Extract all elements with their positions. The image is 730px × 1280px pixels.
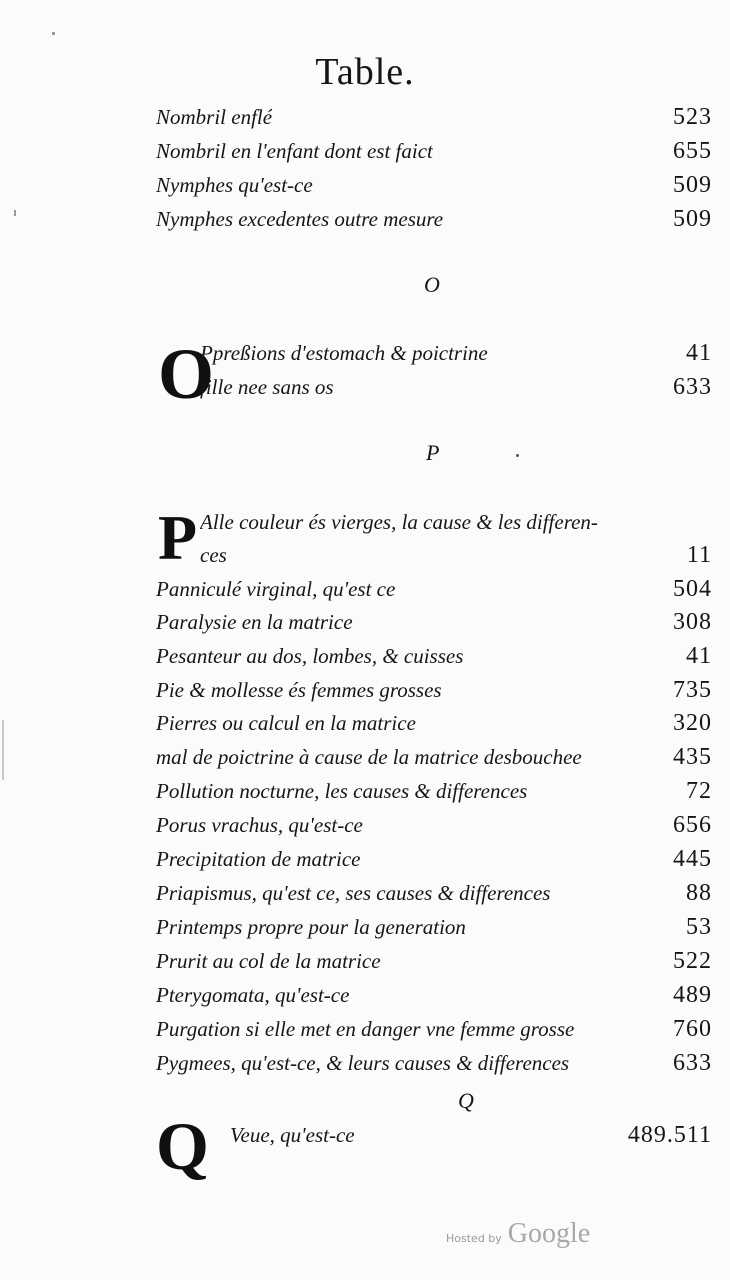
entry-page: 656	[673, 812, 712, 838]
index-entry	[200, 340, 712, 372]
section-heading-o: O	[424, 272, 440, 297]
entry-page: 633	[673, 374, 712, 400]
entry-term: mal de poictrine à cause de la matrice desbouchee	[156, 745, 582, 769]
entry-page: 509	[673, 206, 712, 232]
entry-page: 435	[673, 744, 712, 770]
page-edge-shadow	[2, 720, 4, 780]
entry-page: 320	[673, 710, 712, 736]
entry-term: Nombril en l'enfant dont est faict	[156, 139, 433, 163]
entry-term: Pygmees, qu'est-ce, & leurs causes & differences	[156, 1051, 570, 1075]
index-entry	[156, 576, 712, 608]
dropcap-o: O	[158, 334, 215, 414]
index-entry	[156, 778, 712, 810]
hosted-by-label: Hosted by	[446, 1232, 502, 1245]
entry-page: 633	[673, 1050, 712, 1076]
entry-page: 509	[673, 172, 712, 198]
section-heading-p: P	[426, 440, 440, 465]
section-heading-q: Q	[458, 1088, 474, 1113]
index-entry	[156, 914, 712, 946]
ink-speck	[52, 32, 55, 35]
entry-page: 523	[673, 104, 712, 130]
entry-term: Ppreßions d'estomach & poictrine	[200, 341, 488, 365]
entry-term: Pie & mollesse és femmes grosses	[156, 678, 442, 702]
entry-term: Alle couleur és vierges, la cause & les differen-	[200, 510, 598, 534]
entry-term: Pterygomata, qu'est-ce	[156, 983, 350, 1007]
index-entry	[156, 104, 712, 136]
index-entry	[156, 609, 712, 641]
dropcap-q: Q	[156, 1108, 209, 1184]
index-entry-lead	[200, 510, 712, 542]
entry-term: Printemps propre pour la generation	[156, 915, 466, 939]
index-entry	[156, 982, 712, 1014]
index-entry	[156, 138, 712, 170]
entry-term: fille nee sans os	[200, 375, 334, 399]
entry-term: Priapismus, qu'est ce, ses causes & differences	[156, 881, 551, 905]
page-title: Table.	[315, 51, 415, 93]
entry-page: 53	[686, 914, 712, 940]
index-entry	[156, 812, 712, 844]
entry-page: 504	[673, 576, 712, 602]
index-entry	[156, 880, 712, 912]
entry-term: Nombril enflé	[156, 105, 273, 129]
index-entry	[156, 744, 712, 776]
index-entry	[156, 1050, 712, 1082]
entry-term: Porus vrachus, qu'est-ce	[156, 813, 363, 837]
google-logo: Google	[507, 1218, 591, 1249]
entry-term: Panniculé virginal, qu'est ce	[156, 577, 396, 601]
entry-page: 655	[673, 138, 712, 164]
index-entry	[156, 206, 712, 238]
entry-term: ces	[200, 543, 227, 567]
entry-term: Nymphes excedentes outre mesure	[156, 207, 444, 231]
entry-page: 72	[686, 778, 712, 804]
entry-term: Prurit au col de la matrice	[156, 949, 381, 973]
index-entry	[156, 846, 712, 878]
index-entry	[156, 677, 712, 709]
index-entry	[200, 374, 712, 406]
entry-term: Paralysie en la matrice	[156, 610, 353, 634]
entry-term: Pesanteur au dos, lombes, & cuisses	[156, 644, 464, 668]
index-entry	[156, 1016, 712, 1048]
entry-term: Purgation si elle met en danger vne femme grosse	[156, 1017, 575, 1041]
entry-term: Pollution nocturne, les causes & differences	[156, 779, 528, 803]
entry-term: Veue, qu'est-ce	[230, 1123, 355, 1147]
entry-term: Nymphes qu'est-ce	[156, 173, 313, 197]
dropcap-p: P	[158, 502, 198, 573]
entry-page: 522	[673, 948, 712, 974]
entry-page: 735	[673, 677, 712, 703]
entry-page: 88	[686, 880, 712, 906]
index-entry	[200, 542, 712, 574]
hosted-by-google-watermark	[446, 1218, 590, 1250]
entry-page: 445	[673, 846, 712, 872]
entry-page: 308	[673, 609, 712, 635]
index-entry	[230, 1122, 712, 1154]
entry-page: 489.511	[627, 1122, 712, 1148]
ink-speck	[14, 210, 16, 216]
index-entry	[156, 948, 712, 980]
entry-page: 489	[673, 982, 712, 1008]
entry-term: Precipitation de matrice	[156, 847, 361, 871]
index-entry	[156, 710, 712, 742]
index-entry	[156, 172, 712, 204]
ink-speck	[516, 454, 519, 457]
entry-page: 41	[686, 340, 712, 366]
entry-page: 11	[686, 542, 712, 568]
entry-term: Pierres ou calcul en la matrice	[156, 711, 416, 735]
entry-page: 41	[686, 643, 712, 669]
index-entry	[156, 643, 712, 675]
entry-page: 760	[673, 1016, 712, 1042]
